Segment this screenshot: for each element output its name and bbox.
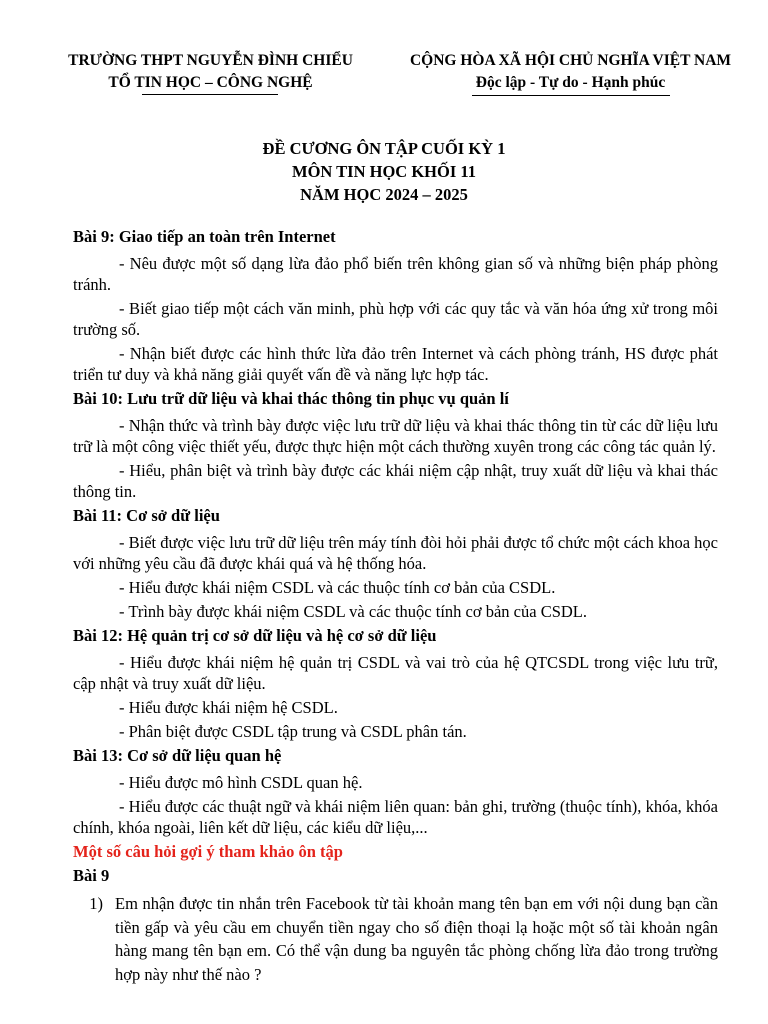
section-item: - Hiểu được khái niệm CSDL và các thuộc tính cơ bản của CSDL. xyxy=(119,578,556,597)
review-questions xyxy=(73,841,718,986)
section-item: - Hiểu được mô hình CSDL quan hệ. xyxy=(119,773,363,792)
national-motto: Độc lập - Tự do - Hạnh phúc xyxy=(475,74,666,91)
country-name: CỘNG HÒA XÃ HỘI CHỦ NGHĨA VIỆT NAM xyxy=(409,52,732,69)
document-title xyxy=(0,137,768,206)
motto-underline xyxy=(472,95,670,96)
section-item: - Hiểu được khái niệm hệ quản trị CSDL và vai trò của hệ QTCSDL trong việc lưu trữ, cập nhật và truy xuất dữ liệu. xyxy=(73,653,718,693)
section-item: - Hiểu được khái niệm hệ CSDL. xyxy=(119,698,338,717)
school-header xyxy=(48,50,373,94)
national-header xyxy=(388,50,753,94)
section-bai-10 xyxy=(73,388,718,502)
department-name: TỔ TIN HỌC – CÔNG NGHỆ xyxy=(108,74,313,91)
section-heading: Bài 12: Hệ quản trị cơ sở dữ liệu và hệ cơ sở dữ liệu xyxy=(73,626,437,645)
question-item xyxy=(73,892,718,986)
question-text: Em nhận được tin nhắn trên Facebook từ tài khoản mang tên bạn em với nội dung bạn cần tiền gấp và yêu cầu em chuyển tiền ngay cho số điện thoại lạ hoặc một số tài khoản ngân hàng mang tên bạn em. Có thể vận dung ba nguyên tắc phòng chống lừa đảo trong trường hợp này như thế nào ? xyxy=(115,894,718,984)
section-item: - Biết giao tiếp một cách văn minh, phù hợp với các quy tắc và văn hóa ứng xử trong môi trường số. xyxy=(73,299,718,339)
document-body xyxy=(73,226,718,986)
section-heading: Bài 9: Giao tiếp an toàn trên Internet xyxy=(73,227,336,246)
question-number: 1) xyxy=(89,894,103,913)
section-item: - Nhận biết được các hình thức lừa đảo trên Internet và cách phòng tránh, HS được phát triển tư duy và khả năng giải quyết vấn đề và năng lực hợp tác. xyxy=(73,344,718,384)
section-heading: Bài 13: Cơ sở dữ liệu quan hệ xyxy=(73,746,282,765)
section-bai-13 xyxy=(73,745,718,838)
section-heading: Bài 10: Lưu trữ dữ liệu và khai thác thông tin phục vụ quản lí xyxy=(73,389,509,408)
department-underline xyxy=(142,94,278,95)
section-item: - Trình bày được khái niệm CSDL và các thuộc tính cơ bản của CSDL. xyxy=(119,602,587,621)
section-bai-9 xyxy=(73,226,718,385)
section-item: - Hiểu được các thuật ngữ và khái niệm liên quan: bản ghi, trường (thuộc tính), khóa, khóa chính, khóa ngoài, liên kết dữ liệu, các kiểu dữ liệu,... xyxy=(73,797,718,837)
section-item: - Nhận thức và trình bày được việc lưu trữ dữ liệu và khai thác thông tin từ các dữ liệu lưu trữ là một công việc thiết yếu, được thực hiện một cách thường xuyên trong các công tác quản lý. xyxy=(73,416,718,456)
review-heading: Một số câu hỏi gợi ý tham khảo ôn tập xyxy=(73,842,343,861)
title-line-2: MÔN TIN HỌC KHỐI 11 xyxy=(292,162,476,181)
section-item: - Phân biệt được CSDL tập trung và CSDL phân tán. xyxy=(119,722,467,741)
section-heading: Bài 11: Cơ sở dữ liệu xyxy=(73,506,220,525)
section-bai-11 xyxy=(73,505,718,622)
title-line-1: ĐỀ CƯƠNG ÔN TẬP CUỐI KỲ 1 xyxy=(262,139,506,158)
title-line-3: NĂM HỌC 2024 – 2025 xyxy=(300,185,468,204)
section-item: - Hiểu, phân biệt và trình bày được các khái niệm cập nhật, truy xuất dữ liệu và khai thác thông tin. xyxy=(73,461,718,501)
school-name: TRƯỜNG THPT NGUYỄN ĐÌNH CHIỂU xyxy=(68,52,353,69)
review-subheading: Bài 9 xyxy=(73,866,110,885)
section-item: - Nêu được một số dạng lừa đảo phổ biến trên không gian số và những biện pháp phòng tránh. xyxy=(73,254,718,294)
section-bai-12 xyxy=(73,625,718,742)
section-item: - Biết được việc lưu trữ dữ liệu trên máy tính đòi hỏi phải được tổ chức một cách khoa học với những yêu cầu đã được khái quá và hệ thống hóa. xyxy=(73,533,718,573)
